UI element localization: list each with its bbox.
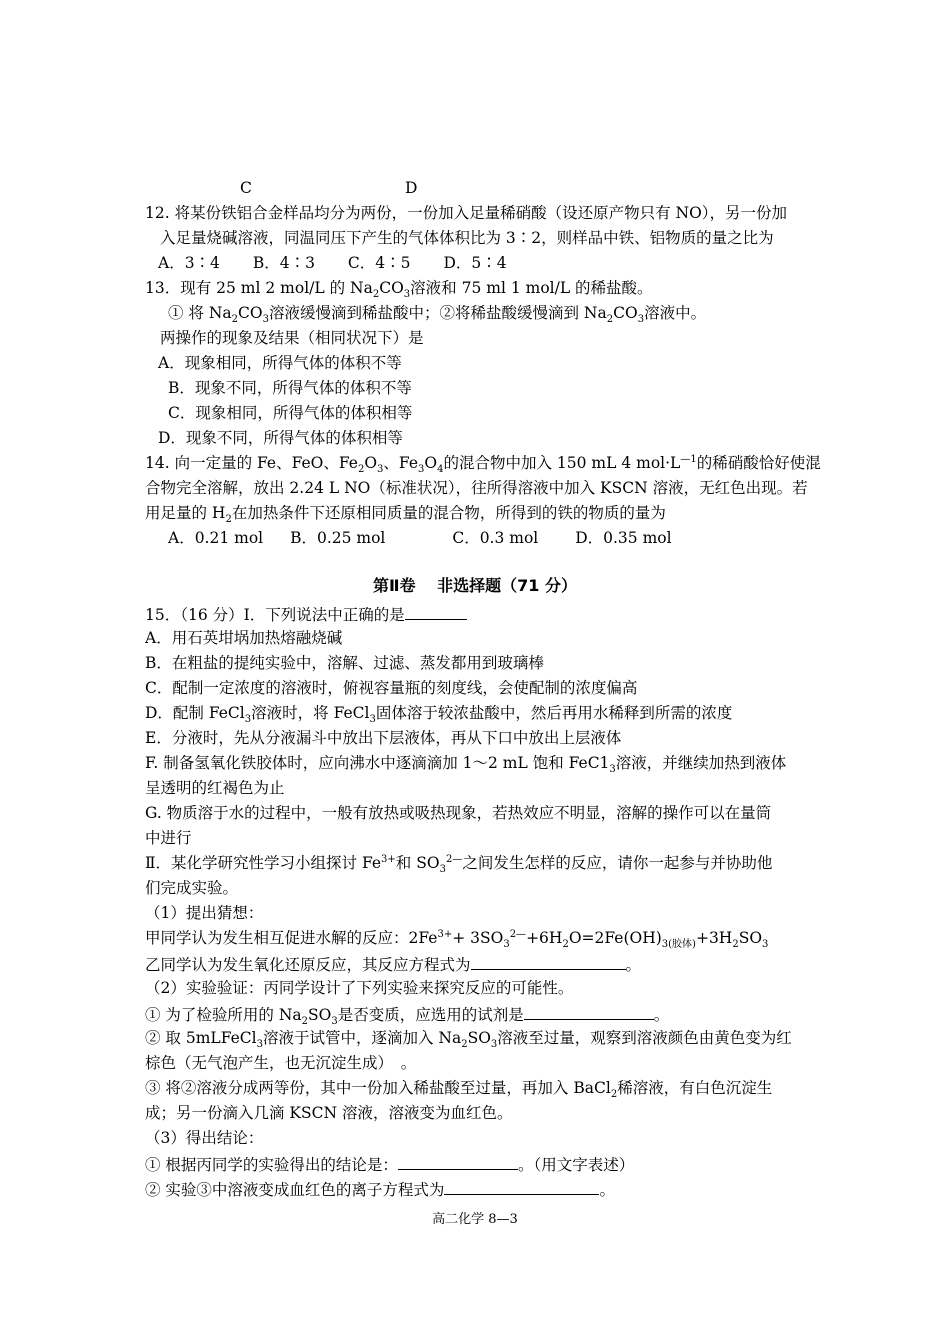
q15-option-f-line2: 呈透明的红褐色为止 (145, 779, 285, 797)
q14-line1: 14. 向一定量的 Fe、FeO、$Fe_2O_3$、$Fe_3O_4$的混合物中加入 150 mL 4 $mol\cdot L^{—1}$的稀硝酸恰好使混 (145, 453, 821, 476)
q14-line3: 用足量的 $H_2$在加热条件下还原相同质量的混合物，所得到的铁的物质的量为 (145, 504, 666, 526)
q15-conclusion1: ① 根据丙同学的实验得出的结论是： 。（用文字表述） (145, 1153, 634, 1175)
q12-line2: 入足量烧碱溶液，同温同压下产生的气体体积比为 3∶2，则样品中铁、铝物质的量之比为 (160, 229, 774, 247)
q15-exp3-line1: ③ 将②溶液分成两等份，其中一份加入稀盐酸至过量，再加入 BaCl$_2$稀溶液，有白色沉淀生 (145, 1079, 773, 1101)
q12-option-c: C．4∶5 (347, 254, 411, 272)
q15-yi-hypothesis: 乙同学认为发生氧化还原反应，其反应方程式为 。 (145, 953, 641, 975)
q14-option-c: C．0.3 mol (452, 529, 539, 547)
q14-line2: 合物完全溶解，放出 2.24 L NO（标准状况），往所得溶液中加入 KSCN 溶液，无红色出现。若 (145, 479, 808, 497)
q15-conclusion2: ② 实验③中溶液变成血红色的离子方程式为 。 (145, 1178, 615, 1200)
page-footer: 高二化学 8—3 (432, 1212, 518, 1227)
q13-question: 两操作的现象及结果（相同状况下）是 (160, 329, 424, 347)
q15-option-c: C．配制一定浓度的溶液时，俯视容量瓶的刻度线，会使配制的浓度偏高 (145, 679, 638, 697)
answer-blank-5[interactable] (444, 1178, 599, 1195)
q15-option-f-line1: F. 制备氢氧化铁胶体时，应向沸水中逐滴滴加 1～2 mL 饱和 $FeC1_3$溶液，并继续加热到液体 (145, 754, 787, 776)
q14-option-b: B．0.25 mol (290, 529, 386, 547)
q15-head: 15．（16 分）Ⅰ．下列说法中正确的是 (145, 603, 467, 625)
q15-step3: （3）得出结论： (145, 1129, 264, 1147)
q15-exp2-line2: 棕色（无气泡产生，也无沉淀生成） 。 (145, 1054, 417, 1072)
answer-blank-2[interactable] (471, 953, 626, 970)
answer-blank-3[interactable] (524, 1003, 654, 1020)
q15-part2-line1: Ⅱ．某化学研究性学习小组探讨 $Fe^{3+}$和 $SO_3^{2—}$之间发生怎样的反应，请你一起参与并协助他 (145, 853, 773, 876)
q12-line1: 12. 将某份铁铝合金样品均分为两份，一份加入足量稀硝酸（设还原产物只有 NO），另一份加 (145, 204, 788, 222)
section-title: 第Ⅱ卷 非选择题（71 分） (373, 576, 577, 595)
q14-options (168, 528, 672, 548)
q14-option-d: D．0.35 mol (575, 529, 672, 547)
q13-stem: 13．现有 25 ml 2 mol/L 的 $Na_2CO_3$溶液和 75 ml 1 mol/L 的稀盐酸。 (145, 279, 653, 301)
q15-step2: （2）实验验证：丙同学设计了下列实验来探究反应的可能性。 (145, 979, 574, 997)
q15-part2-line2: 们完成实验。 (145, 879, 239, 897)
answer-blank-4[interactable] (398, 1153, 518, 1170)
q15-option-b: B．在粗盐的提纯实验中，溶解、过滤、蒸发都用到玻璃棒 (145, 654, 544, 672)
option-label-d: D (405, 179, 418, 197)
q12-option-a: A．3∶4 (158, 254, 220, 272)
q15-exp2-line1: ② 取 5mLFeCl$_3$溶液于试管中，逐滴加入 $Na_2SO_3$溶液至过量，观察到溶液颜色由黄色变为红 (145, 1029, 792, 1051)
q13-option-d: D．现象不同，所得气体的体积相等 (158, 429, 403, 447)
q13-option-c: C．现象相同，所得气体的体积相等 (168, 404, 413, 422)
q15-step1: （1）提出猜想： (145, 904, 264, 922)
q15-exp3-line2: 成；另一份滴入几滴 KSCN 溶液，溶液变为血红色。 (145, 1104, 513, 1122)
q13-operations: ① 将 $Na_2CO_3$溶液缓慢滴到稀盐酸中；②将稀盐酸缓慢滴到 $Na_2CO_3$溶液中。 (168, 304, 707, 326)
q13-option-b: B．现象不同，所得气体的体积不等 (168, 379, 412, 397)
q12-option-d: D．5∶4 (443, 254, 507, 272)
q15-option-e: E．分液时，先从分液漏斗中放出下层液体，再从下口中放出上层液体 (145, 729, 622, 747)
q15-option-g-line1: G. 物质溶于水的过程中，一般有放热或吸热现象，若热效应不明显，溶解的操作可以在量筒 (145, 804, 772, 822)
q12-options (158, 253, 507, 273)
option-label-c: C (240, 179, 252, 197)
q15-jia-hypothesis: 甲同学认为发生相互促进水解的反应：$2Fe^{3+}+ 3SO_3^{2—}+6H_2O=2Fe(OH)_{3(胶体)}+3H_2SO_3$ (145, 928, 769, 951)
q15-option-a: A．用石英坩埚加热熔融烧碱 (145, 629, 343, 647)
q15-option-g-line2: 中进行 (145, 829, 192, 847)
q13-option-a: A．现象相同，所得气体的体积不等 (158, 354, 402, 372)
answer-blank-1[interactable] (405, 603, 467, 620)
q12-option-b: B．4∶3 (252, 254, 315, 272)
q14-option-a: A．0.21 mol (168, 529, 264, 547)
q15-exp1: ① 为了检验所用的 $Na_2SO_3$是否变质，应选用的试剂是 。 (145, 1003, 669, 1025)
q15-option-d: D．配制 FeCl$_3$溶液时，将 FeCl$_3$固体溶于较浓盐酸中，然后再用水稀释到所需的浓度 (145, 704, 733, 726)
